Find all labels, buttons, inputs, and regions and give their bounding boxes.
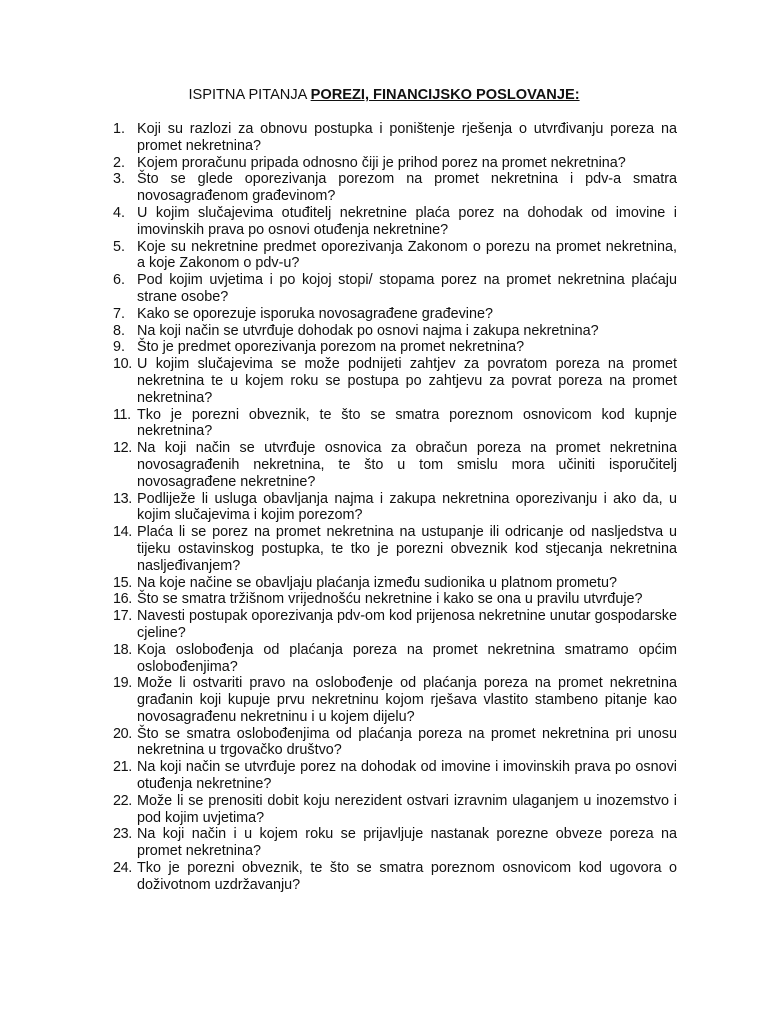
question-number: 23.: [113, 826, 132, 843]
question-number: 20.: [113, 725, 132, 742]
question-item: [113, 759, 677, 793]
question-item: [113, 591, 677, 608]
question-number: 17.: [113, 608, 132, 625]
question-item: [113, 239, 677, 273]
question-number: 10.: [113, 356, 132, 373]
question-text: Navesti postupak oporezivanja pdv-om kod prijenosa nekretnine unutar gospodarske cjeline?: [137, 608, 677, 641]
question-item: [113, 272, 677, 306]
question-text: Na koji način se utvrđuje dohodak po osnovi najma i zakupa nekretnina?: [137, 322, 599, 339]
question-text: Na koji način se utvrđuje osnovica za obračun poreza na promet nekretnina novosagrađenih nekretnina, te što u tom smislu mora učiniti isporučitelj novosagrađene nekretnine?: [137, 440, 677, 490]
question-item: [113, 793, 677, 827]
title-subject: POREZI, FINANCIJSKO POSLOVANJE:: [310, 87, 580, 103]
question-text: Koja oslobođenja od plaćanja poreza na promet nekretnina smatramo općim oslobođenjima?: [137, 641, 677, 675]
document-title: [0, 86, 768, 104]
question-item: [113, 726, 677, 760]
question-item: [113, 675, 677, 725]
question-number: 16.: [113, 591, 132, 608]
question-number: 11.: [113, 406, 131, 423]
question-text: U kojim slučajevima se može podnijeti zahtjev za povratom poreza na promet nekretnina te u kojem roku se postupa po zahtjevu za povrat poreza na promet nekretnina?: [137, 356, 677, 406]
question-item: [113, 306, 677, 323]
question-number: 1.: [113, 121, 126, 137]
question-item: [113, 205, 677, 239]
question-text: Što je predmet oporezivanja porezom na promet nekretnina?: [137, 339, 525, 356]
question-item: [113, 155, 677, 172]
question-number: 21.: [113, 759, 132, 776]
question-item: [113, 323, 677, 340]
question-item: [113, 860, 677, 894]
question-text: Kako se oporezuje isporuka novosagrađene građevine?: [137, 305, 494, 322]
question-item: [113, 171, 677, 205]
question-number: 12.: [113, 440, 132, 457]
question-text: Na koji način se utvrđuje porez na dohodak od imovine i imovinskih prava po osnovi otuđenja nekretnine?: [137, 759, 677, 793]
question-text: Pod kojim uvjetima i po kojoj stopi/ stopama porez na promet nekretnina plaćaju strane osobe?: [137, 272, 677, 305]
question-item: [113, 608, 677, 642]
question-item: [113, 491, 677, 525]
question-number: 3.: [113, 171, 126, 188]
question-number: 8.: [113, 322, 126, 339]
question-number: 15.: [113, 574, 132, 591]
question-number: 9.: [113, 339, 126, 356]
question-text: Kojem proračunu pripada odnosno čiji je prihod porez na promet nekretnina?: [137, 154, 626, 171]
question-number: 4.: [113, 204, 126, 221]
question-item: [113, 356, 677, 406]
question-item: [113, 339, 677, 356]
question-number: 7.: [113, 305, 126, 322]
question-text: Podliježe li usluga obavljanja najma i zakupa nekretnina oporezivanju i ako da, u kojim slučajevima i kojim porezom?: [137, 490, 677, 524]
question-item: [113, 407, 677, 441]
question-text: Što se smatra tržišnom vrijednošću nekretnine i kako se ona u pravilu utvrđuje?: [137, 591, 643, 608]
question-number: 6.: [113, 272, 126, 289]
question-number: 5.: [113, 238, 126, 255]
question-number: 22.: [113, 792, 132, 809]
title-prefix: ISPITNA PITANJA: [188, 87, 311, 103]
question-number: 24.: [113, 860, 132, 877]
question-number: 19.: [113, 675, 132, 692]
question-list: [113, 121, 677, 894]
question-item: [113, 440, 677, 490]
question-text: Što se smatra oslobođenjima od plaćanja poreza na promet nekretnina pri unosu nekretnina u trgovačko društvo?: [137, 725, 677, 759]
question-number: 14.: [113, 524, 132, 541]
question-text: Tko je porezni obveznik, te što se smatra poreznom osnovicom kod ugovora o doživotnom uzdržavanju?: [137, 860, 677, 893]
question-text: Na koje načine se obavljaju plaćanja između sudionika u platnom prometu?: [137, 574, 617, 591]
question-text: Na koji način i u kojem roku se prijavljuje nastanak porezne obveze poreza na promet nekretnina?: [137, 826, 677, 860]
question-text: Može li se prenositi dobit koju nerezident ostvari izravnim ulaganjem u inozemstvo i pod kojim uvjetima?: [137, 792, 677, 826]
question-text: Može li ostvariti pravo na oslobođenje od plaćanja poreza na promet nekretnina građanin koji kupuje prvu nekretninu kojom rješava vlastito stambeno pitanje kao novosagrađenu nekretninu i u kojem dijelu?: [137, 675, 677, 725]
question-text: Koje su nekretnine predmet oporezivanja Zakonom o porezu na promet nekretnina, a koje Zakonom o pdv-u?: [137, 238, 677, 272]
question-number: 18.: [113, 641, 132, 658]
question-item: [113, 524, 677, 574]
question-text: Plaća li se porez na promet nekretnina na ustupanje ili odricanje od nasljedstva u tijeku ostavinskog postupka, te tko je porezni obveznik kod stjecanja nekretnina nasljeđivanjem?: [137, 524, 677, 574]
question-number: 2.: [113, 154, 126, 171]
question-text: Koji su razlozi za obnovu postupka i poništenje rješenja o utvrđivanju poreza na promet nekretnina?: [137, 121, 677, 154]
question-item: [113, 642, 677, 676]
question-item: [113, 575, 677, 592]
question-text: U kojim slučajevima otuđitelj nekretnine plaća porez na dohodak od imovine i imovinskih prava po osnovi otuđenja nekretnine?: [137, 204, 677, 238]
question-text: Što se glede oporezivanja porezom na promet nekretnina i pdv-a smatra novosagrađenom građevinom?: [137, 171, 677, 205]
question-number: 13.: [113, 490, 132, 507]
question-text: Tko je porezni obveznik, te što se smatra poreznom osnovicom kod kupnje nekretnina?: [137, 406, 677, 440]
question-item: [113, 826, 677, 860]
question-item: [113, 121, 677, 155]
